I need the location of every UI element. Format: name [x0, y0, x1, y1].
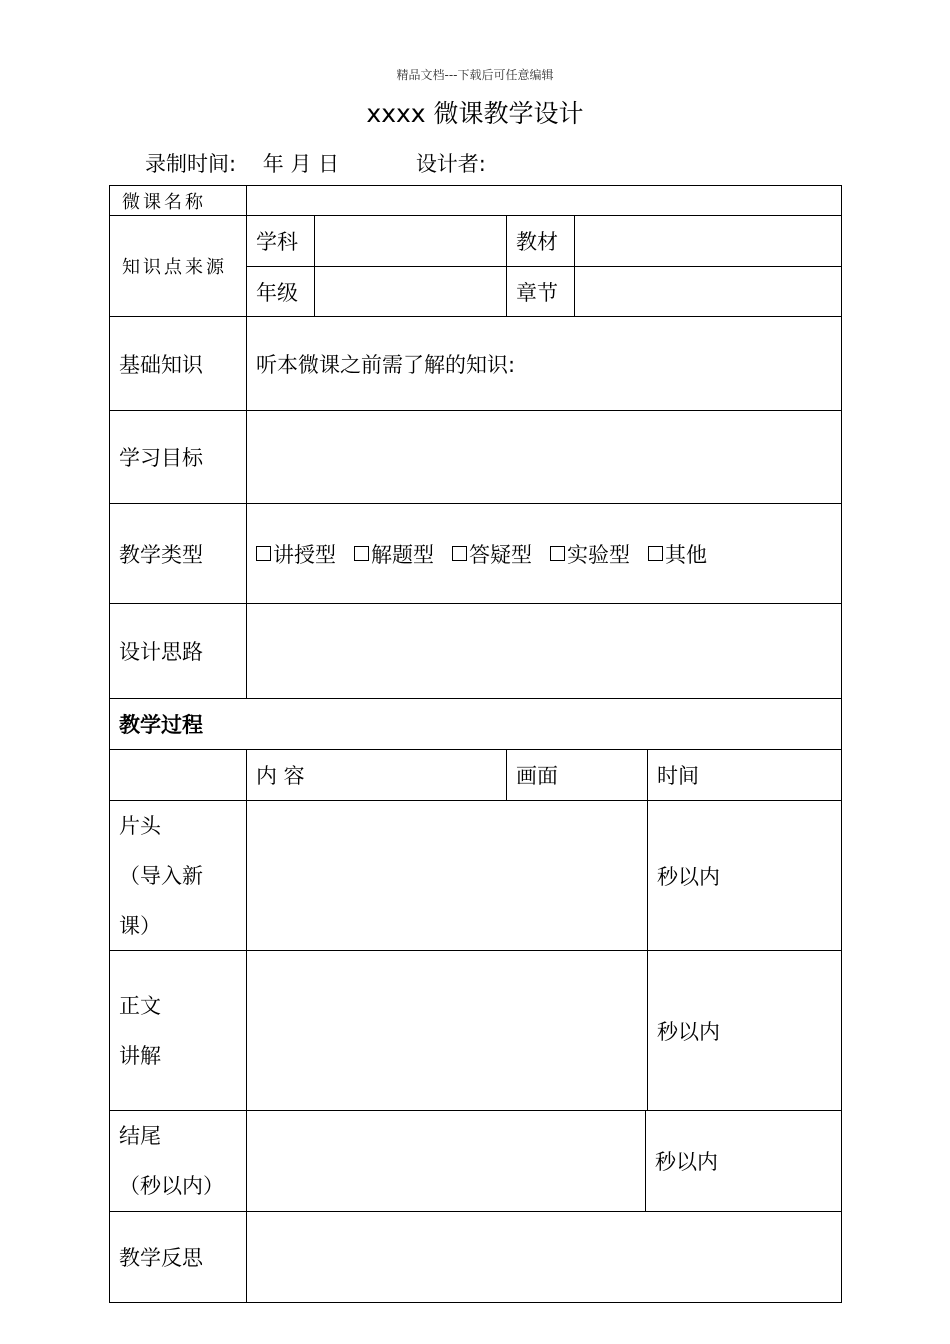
- basic-field[interactable]: 听本微课之前需了解的知识:: [247, 317, 842, 411]
- process-header: 教学过程: [110, 699, 842, 750]
- intro-content-field[interactable]: [247, 801, 648, 951]
- type-label: 教学类型: [110, 504, 247, 604]
- design-label: 设计思路: [110, 604, 247, 699]
- ending-time[interactable]: 秒以内: [646, 1111, 842, 1212]
- type-option-problem[interactable]: 解题型: [354, 539, 434, 569]
- textbook-field[interactable]: [575, 216, 842, 267]
- ending-label: 结尾 （秒以内）: [110, 1111, 247, 1212]
- intro-label: 片头 （导入新 课）: [110, 801, 247, 951]
- checkbox-icon: [550, 546, 565, 561]
- chapter-label: 章节: [507, 267, 575, 317]
- header-note: 精品文档---下载后可任意编辑: [396, 68, 554, 82]
- source-label: 知识点来源: [110, 216, 247, 317]
- goal-field[interactable]: [247, 411, 842, 504]
- type-option-qa[interactable]: 答疑型: [452, 539, 532, 569]
- ending-content-field[interactable]: [247, 1111, 646, 1212]
- chapter-field[interactable]: [575, 267, 842, 317]
- record-date: 年 月 日: [262, 152, 340, 176]
- page-title: xxxx 微课教学设计: [366, 99, 584, 128]
- grade-label: 年级: [247, 267, 315, 317]
- checkbox-icon: [354, 546, 369, 561]
- reflection-field[interactable]: [247, 1212, 842, 1302]
- column-header-screen: 画面: [507, 750, 648, 801]
- course-name-field[interactable]: [247, 186, 842, 216]
- type-option-experiment[interactable]: 实验型: [550, 539, 630, 569]
- course-name-label: 微课名称: [110, 186, 247, 216]
- checkbox-icon: [452, 546, 467, 561]
- subject-field[interactable]: [315, 216, 507, 267]
- reflection-label: 教学反思: [110, 1212, 247, 1302]
- designer-label: 设计者:: [415, 152, 486, 176]
- record-time-label: 录制时间:: [145, 152, 237, 176]
- goal-label: 学习目标: [110, 411, 247, 504]
- type-option-other[interactable]: 其他: [648, 539, 707, 569]
- textbook-label: 教材: [507, 216, 575, 267]
- type-options: [247, 504, 842, 604]
- column-header-content: 内 容: [247, 750, 507, 801]
- body-time[interactable]: 秒以内: [648, 951, 842, 1111]
- intro-time[interactable]: 秒以内: [648, 801, 842, 951]
- meta-line: [145, 148, 486, 178]
- subject-label: 学科: [247, 216, 315, 267]
- type-option-lecture[interactable]: 讲授型: [256, 539, 336, 569]
- design-table: [109, 185, 842, 1303]
- grade-field[interactable]: [315, 267, 507, 317]
- column-header-blank: [110, 750, 247, 801]
- design-field[interactable]: [247, 604, 842, 699]
- column-header-time: 时间: [648, 750, 842, 801]
- body-label: 正文 讲解: [110, 951, 247, 1111]
- body-content-field[interactable]: [247, 951, 648, 1111]
- basic-label: 基础知识: [110, 317, 247, 411]
- checkbox-icon: [648, 546, 663, 561]
- checkbox-icon: [256, 546, 271, 561]
